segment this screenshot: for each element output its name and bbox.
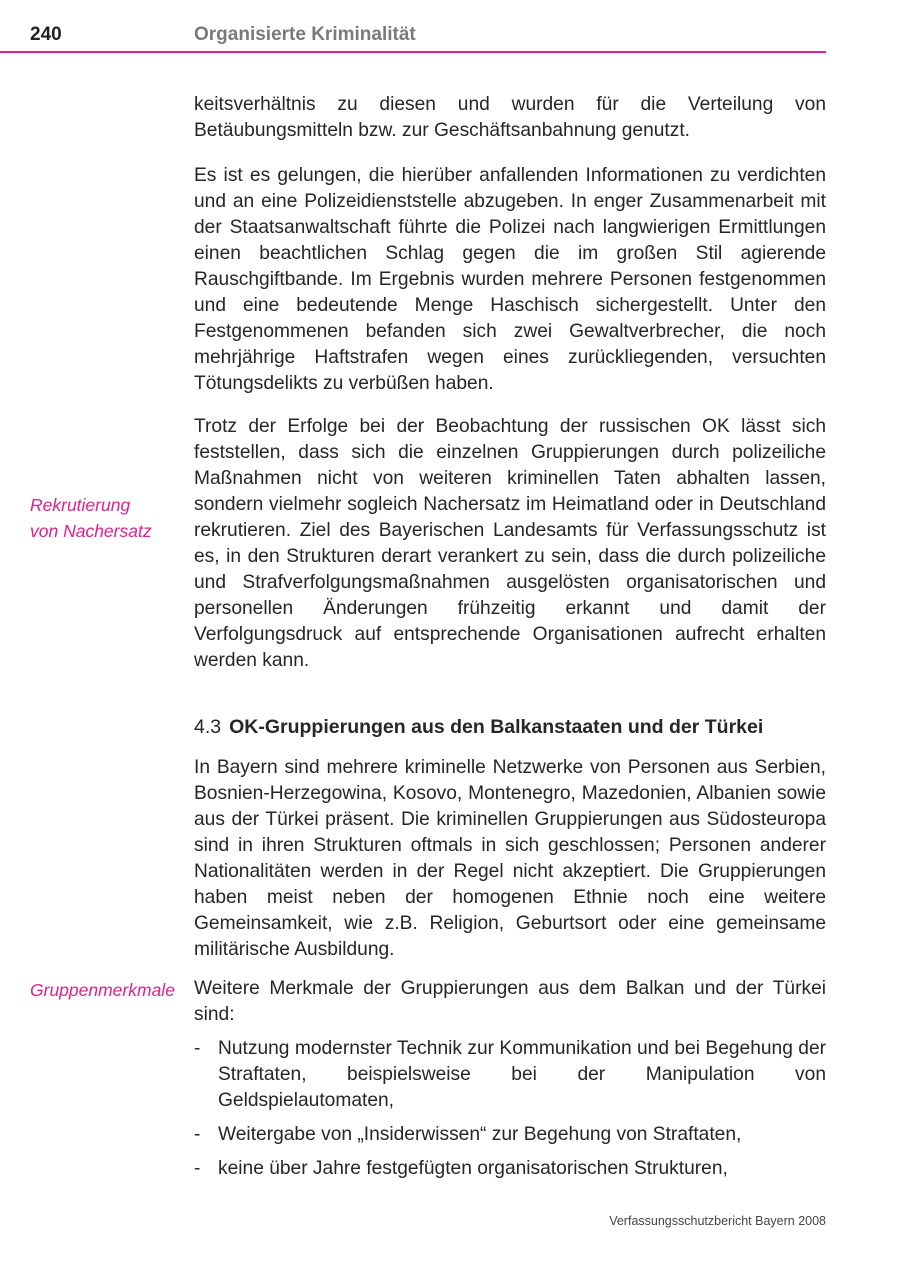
margin-note-recruitment-line2: von Nachersatz [30, 521, 152, 541]
paragraph-1: keitsverhältnis zu diesen und wurden für die Verteilung von Betäubungsmitteln bzw. zur Geschäftsanbahnung genutzt. [194, 94, 826, 141]
paragraph-5: Weitere Merkmale der Gruppierungen aus dem Balkan und der Türkei sind: [194, 978, 826, 1025]
paragraph-3: Trotz der Erfolge bei der Beobachtung der russischen OK lässt sich feststellen, dass sich die einzelnen Gruppierungen durch polizeiliche Maßnahmen nicht von weiteren kriminellen Taten abhalten lassen, sondern vielmehr sogleich Nachersatz im Heimatland oder in Deutschland rekrutieren. Ziel des Bayerischen Landesamts für Verfassungsschutz ist es, in den Strukturen derart verankert zu sein, dass die durch polizeiliche und Strafverfolgungsmaßnahmen ausgelösten organisatorischen und personellen Änderungen frühzeitig erkannt und damit der Verfolgungsdruck auf entsprechende Organisationen aufrecht erhalten werden kann. [194, 416, 826, 671]
paragraph-3-block [194, 414, 826, 674]
list-item-text: keine über Jahre festgefügten organisatorischen Strukturen, [218, 1158, 728, 1179]
list-item-text: Nutzung modernster Technik zur Kommunikation und bei Begehung der Straftaten, beispielsweise bei der Manipulation von Geldspielautomaten, [218, 1038, 826, 1111]
section-heading [194, 716, 763, 739]
paragraph-2: Es ist es gelungen, die hierüber anfallenden Informationen zu verdichten und an eine Polizeidienststelle abzugeben. In enger Zusammenarbeit mit der Staatsanwaltschaft führte die Polizei nach langwierigen Ermittlungen einen beachtlichen Schlag gegen die im großen Stil agierende Rauschgiftbande. Im Ergebnis wurden mehrere Personen festgenommen und eine bedeutende Menge Haschisch sichergestellt. Unter den Festgenommenen befanden sich zwei Gewaltverbrecher, die noch mehrjährige Haftstrafen wegen eines zurückliegenden, versuchten Tötungsdelikts zu verbüßen haben. [194, 165, 826, 394]
list-dash: - [194, 1124, 201, 1145]
section-title: OK-Gruppierungen aus den Balkanstaaten und der Türkei [229, 716, 764, 738]
running-title: Organisierte Kriminalität [194, 24, 416, 45]
page-header [0, 0, 826, 54]
list-item [194, 1156, 826, 1182]
margin-note-recruitment [30, 492, 152, 544]
paragraph-5-block [194, 976, 826, 1028]
section-number: 4.3 [194, 716, 222, 738]
feature-list [194, 1036, 826, 1190]
margin-note-group-features: Gruppenmerkmale [30, 980, 175, 1000]
list-item-text: Weitergabe von „Insiderwissen“ zur Begehung von Straftaten, [218, 1124, 742, 1145]
paragraph-4-block [194, 755, 826, 963]
list-item [194, 1036, 826, 1114]
paragraph-4: In Bayern sind mehrere kriminelle Netzwerke von Personen aus Serbien, Bosnien-Herzegowina, Kosovo, Montenegro, Mazedonien, Albanien sowie aus der Türkei präsent. Die kriminellen Gruppierungen aus Südosteuropa sind in ihren Strukturen oftmals in sich geschlossen; Personen anderer Nationalitäten werden in der Regel nicht akzeptiert. Die Gruppierungen haben meist neben der homogenen Ethnie noch eine weitere Gemeinsamkeit, wie z.B. Religion, Geburtsort oder eine gemeinsame militärische Ausbildung. [194, 757, 826, 960]
margin-note-recruitment-line1: Rekrutierung [30, 495, 131, 515]
paragraph-2-block [194, 163, 826, 397]
list-item [194, 1122, 826, 1148]
list-dash: - [194, 1038, 201, 1059]
page-number: 240 [30, 24, 62, 45]
paragraph-1-block [194, 92, 826, 144]
page-footer: Verfassungsschutzbericht Bayern 2008 [609, 1214, 826, 1228]
header-rule [0, 51, 826, 53]
list-dash: - [194, 1158, 201, 1179]
